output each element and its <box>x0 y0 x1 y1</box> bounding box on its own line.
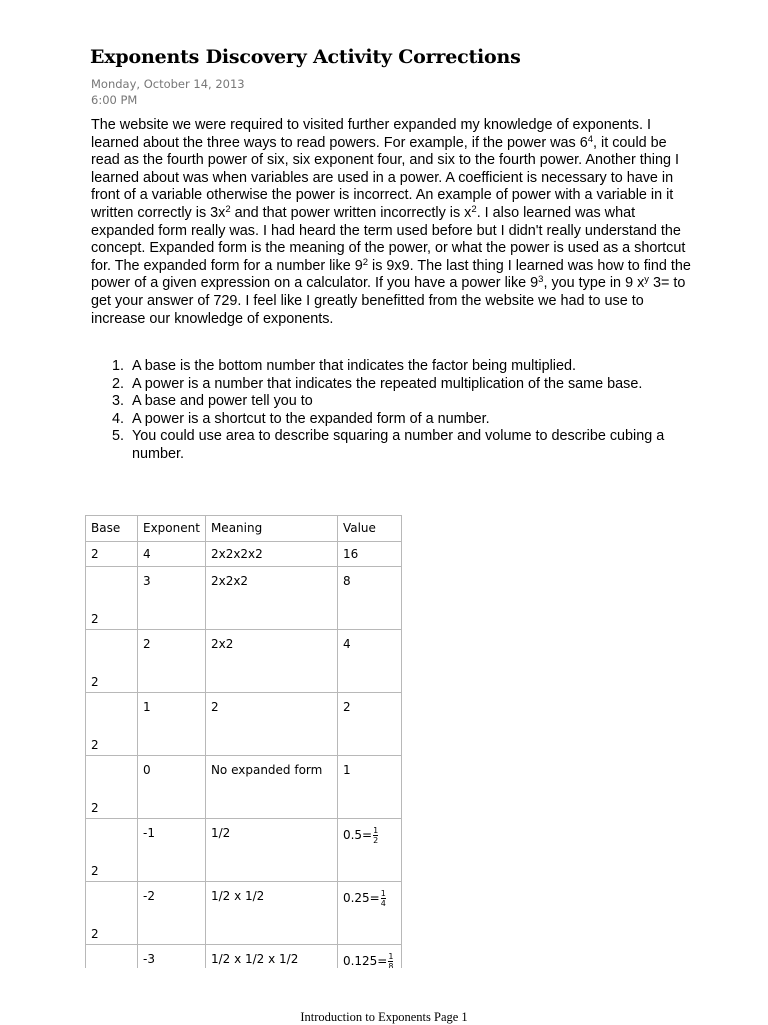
table-row <box>86 882 402 945</box>
fraction <box>388 952 393 968</box>
note-time: 6:00 PM <box>91 93 138 107</box>
text-run: , you type in 9 x <box>543 275 645 292</box>
fraction-numerator: 1 <box>380 889 386 898</box>
cell-value <box>337 945 401 969</box>
cell-exponent: -3 <box>138 945 206 969</box>
page-footer: Introduction to Exponents Page 1 <box>300 1010 468 1024</box>
numbered-list <box>91 358 691 463</box>
table-row <box>86 630 402 693</box>
cell-value <box>337 567 401 630</box>
text-run: is 9x9. The last thing I learned was how to find the power of a given expression on a calculator. If you have a power like 9 <box>91 257 691 292</box>
cell-base: 2 <box>86 693 138 756</box>
list-number: 3. <box>111 393 124 409</box>
list-number: 5. <box>111 428 124 444</box>
table-header-row <box>86 516 402 542</box>
cell-value <box>337 542 401 567</box>
cell-base: 2 <box>86 819 138 882</box>
superscript: 2 <box>362 256 369 268</box>
list-number: 2. <box>111 375 124 392</box>
value-text: 2 <box>342 700 351 714</box>
cell-exponent: 3 <box>138 567 206 630</box>
header-meaning: Meaning <box>205 516 337 542</box>
table-row <box>86 693 402 756</box>
page-title: Exponents Discovery Activity Corrections <box>90 46 521 68</box>
value-text: 1 <box>342 763 351 777</box>
fraction-numerator: 1 <box>373 826 379 835</box>
header-value: Value <box>337 516 401 542</box>
list-text: A base and power tell you to <box>132 393 313 409</box>
cell-value <box>337 882 401 945</box>
list-number: 4. <box>111 410 124 427</box>
superscript: y <box>644 274 650 286</box>
superscript: 3 <box>538 274 544 286</box>
cell-meaning: No expanded form <box>205 756 337 819</box>
cell-meaning: 1/2 <box>205 819 337 882</box>
list-text: You could use area to describe squaring a number and volume to describe cubing a number. <box>132 428 665 462</box>
table-row <box>86 819 402 882</box>
cell-value <box>337 756 401 819</box>
value-text: 4 <box>342 637 351 651</box>
note-date: Monday, October 14, 2013 <box>91 77 245 91</box>
cell-exponent: 4 <box>138 542 206 567</box>
cell-exponent: 2 <box>138 630 206 693</box>
fraction-denominator: 2 <box>373 836 379 845</box>
fraction-denominator: 8 <box>388 961 393 968</box>
cell-base: 2 <box>86 756 138 819</box>
cell-meaning: 1/2 x 1/2 <box>205 882 337 945</box>
superscript: 2 <box>471 203 477 215</box>
table-row <box>86 567 402 630</box>
text-run: 3= to get your answer of 729. I feel like I greatly benefitted from the website we had to use to increase our knowledge of exponents. <box>91 275 686 327</box>
list-item <box>91 358 691 376</box>
superscript: 2 <box>225 203 231 215</box>
paragraph-text <box>91 117 691 328</box>
cell-meaning: 2x2x2x2 <box>205 542 337 567</box>
text-run: The website we were required to visited further expanded my knowledge of exponents. I learned about the three ways to read powers. For example, if the power was 6 <box>91 117 651 151</box>
superscript: 4 <box>587 133 594 145</box>
table-row <box>86 945 402 969</box>
table-container <box>85 515 403 968</box>
value-text: 0.5= <box>342 828 373 842</box>
table-row <box>86 756 402 819</box>
cell-value <box>337 630 401 693</box>
cell-base: 2 <box>86 567 138 630</box>
text-run: , it could be read as the fourth power of six, six exponent four, and six to the fourth power. Another thing I learned about was when variables are used in a power. A coefficient is necessary to have in front of a variable otherwise the power is incorrect. An example of power with a variable in it written correctly is 3x <box>91 134 679 221</box>
fraction-denominator: 4 <box>380 899 386 908</box>
list-text: A power is a shortcut to the expanded form of a number. <box>132 410 490 427</box>
body-paragraph <box>91 117 691 328</box>
fraction-numerator: 1 <box>388 952 394 961</box>
cell-base: 2 <box>86 630 138 693</box>
list-item <box>91 393 691 411</box>
cell-base: 2 <box>86 542 138 567</box>
value-text: 16 <box>342 547 359 561</box>
cell-meaning: 2x2 <box>205 630 337 693</box>
value-text: 0.25= <box>342 891 380 905</box>
cell-exponent: 1 <box>138 693 206 756</box>
value-text: 0.125= <box>342 954 388 968</box>
list-item <box>91 376 691 394</box>
exponents-table <box>85 515 402 968</box>
header-exponent: Exponent <box>138 516 206 542</box>
cell-value <box>337 693 401 756</box>
fraction <box>373 826 378 845</box>
list-item <box>91 428 691 463</box>
cell-base: 2 <box>86 882 138 945</box>
cell-base <box>86 945 138 969</box>
cell-meaning: 2 <box>205 693 337 756</box>
list-text: A base is the bottom number that indicates the factor being multiplied. <box>132 358 576 374</box>
cell-exponent: -2 <box>138 882 206 945</box>
fraction <box>381 889 386 908</box>
cell-meaning: 2x2x2 <box>205 567 337 630</box>
cell-exponent: -1 <box>138 819 206 882</box>
header-base: Base <box>86 516 138 542</box>
table-row <box>86 542 402 567</box>
list-number: 1. <box>111 358 124 374</box>
cell-exponent: 0 <box>138 756 206 819</box>
cell-meaning: 1/2 x 1/2 x 1/2 <box>205 945 337 969</box>
text-run: and that power written incorrectly is x <box>230 204 472 221</box>
list-item <box>91 411 691 429</box>
list-text: A power is a number that indicates the repeated multiplication of the same base. <box>132 375 643 392</box>
cell-value <box>337 819 401 882</box>
value-text: 8 <box>342 574 351 588</box>
text-run: . I also learned was what expanded form really was. I had heard the term used before but I didn't really understand the concept. Expanded form is the meaning of the power, or what the power is used as a shortcut for. The expanded form for a number like 9 <box>91 204 686 274</box>
